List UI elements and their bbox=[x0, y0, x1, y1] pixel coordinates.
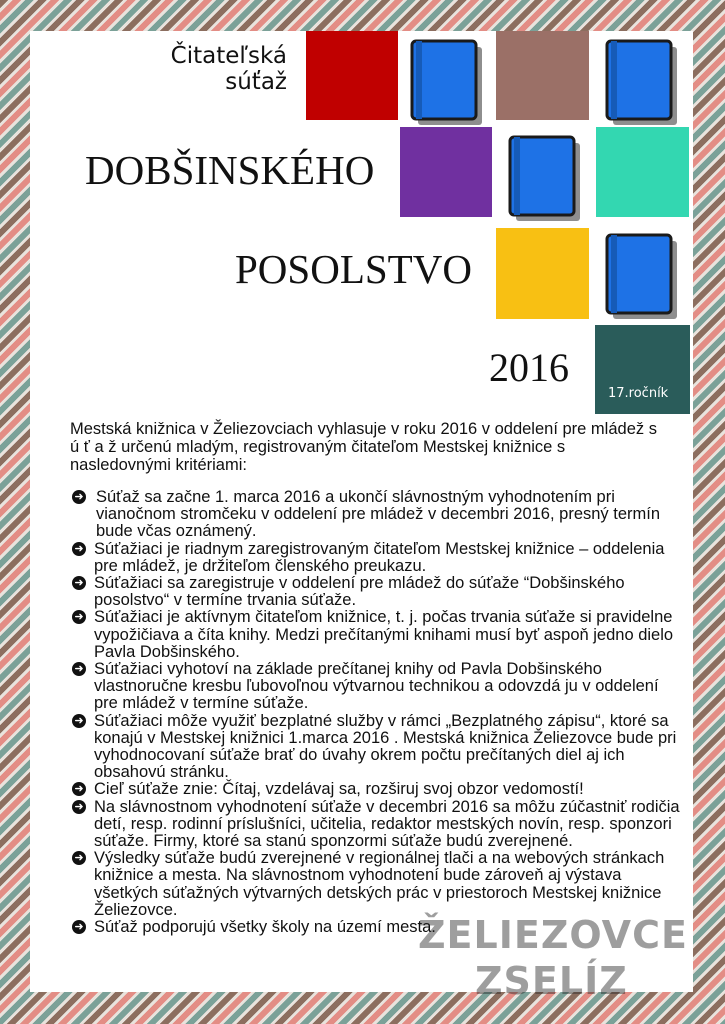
title-line-2: POSOLSTVO bbox=[235, 246, 472, 292]
list-item bbox=[70, 541, 680, 575]
book-icon bbox=[605, 233, 681, 323]
poster-page bbox=[30, 31, 693, 1003]
rules-list bbox=[70, 489, 680, 936]
rule-text: Súťaž podporujú všetky školy na území mesta. bbox=[94, 918, 436, 937]
list-item bbox=[70, 661, 680, 713]
watermark-line-2: ZSELÍZ bbox=[475, 959, 628, 1003]
list-item bbox=[70, 609, 680, 661]
rule-text: Súťažiaci sa zaregistruje v oddelení pre mládež do súťaže “Dobšinského posolstvo“ v termíne trvania súťaže. bbox=[94, 574, 625, 610]
rule-text: Súťažiaci vyhotoví na základe prečítanej knihy od Pavla Dobšinského vlastnoručne kresbu ľubovoľnou výtvarnou technikou a odovzdá ju v oddelení pre mládež v termíne súťaže. bbox=[94, 660, 659, 713]
list-item bbox=[70, 799, 680, 851]
rule-text: Súťažiaci môže využiť bezplatné služby v rámci „Bezplatného zápisu“, ktoré sa konajú v Mestskej knižnici 1.marca 2016 . Mestská knižnica Želiezovce bude pri vyhodnocovaní súťaže brať do úvahy okrem počtu prečítaných diel aj ich obsahovú stránku. bbox=[94, 711, 677, 782]
arrow-bullet-icon: ➜ bbox=[72, 851, 86, 865]
rule-text: Cieľ súťaže znie: Čítaj, vzdelávaj sa, rozširuj svoj obzor vedomostí! bbox=[94, 780, 584, 799]
contest-line-1: Čitateľská bbox=[170, 43, 287, 69]
list-item bbox=[70, 489, 680, 541]
book-icon bbox=[410, 39, 486, 129]
rule-text: Na slávnostnom vyhodnotení súťaže v decembri 2016 sa môžu zúčastniť rodičia detí, resp. rodinní príslušníci, učitelia, redaktor mestských novín, resp. sponzori súťaže. Firmy, ktoré sa stanú sponzormi súťaže budú zverejnené. bbox=[94, 797, 680, 851]
red-tile bbox=[306, 31, 398, 120]
year-label: 2016 bbox=[489, 345, 569, 390]
brown-tile bbox=[496, 31, 589, 120]
intro-paragraph: Mestská knižnica v Želiezovciach vyhlasuje v roku 2016 v oddelení pre mládež s ú ť a ž určenú mladým, registrovaným čitateľom Mestskej knižnice s nasledovnými kritériami: bbox=[70, 420, 657, 474]
arrow-bullet-icon: ➜ bbox=[72, 800, 86, 814]
list-item bbox=[70, 850, 680, 919]
dark-teal-tile bbox=[595, 325, 690, 414]
rule-text: Súťažiaci je riadnym zaregistrovaným čitateľom Mestskej knižnice – oddelenia pre mládež, je držiteľom členského preukazu. bbox=[94, 539, 665, 575]
rule-text: Súťažiaci je aktívnym čitateľom knižnice, t. j. počas trvania súťaže si pravidelne vypožičiava a číta knihy. Medzi prečítanými knihami musí byť aspoň jedno dielo Pavla Dobšinského. bbox=[94, 608, 674, 661]
arrow-bullet-icon: ➜ bbox=[72, 576, 86, 590]
arrow-bullet-icon: ➜ bbox=[72, 662, 86, 676]
list-item bbox=[70, 781, 680, 798]
contest-subtitle bbox=[171, 43, 287, 96]
teal-tile bbox=[596, 127, 689, 217]
yellow-tile bbox=[496, 228, 589, 319]
edition-label: 17.ročník bbox=[608, 386, 669, 401]
arrow-bullet-icon: ➜ bbox=[72, 490, 86, 504]
contest-line-2: súťaž bbox=[225, 69, 287, 96]
title-line-1: DOBŠINSKÉHO bbox=[85, 147, 375, 193]
watermark-line-1: ŽELIEZOVCE bbox=[418, 913, 688, 957]
arrow-bullet-icon: ➜ bbox=[72, 542, 86, 556]
list-item bbox=[70, 713, 680, 782]
rule-text: Súťaž sa začne 1. marca 2016 a ukončí slávnostným vyhodnotením pri vianočnom stromčeku v oddelení pre mládež v decembri 2016, presný termín bude včas oznámený. bbox=[96, 488, 661, 541]
arrow-bullet-icon: ➜ bbox=[72, 782, 86, 796]
arrow-bullet-icon: ➜ bbox=[72, 714, 86, 728]
book-icon bbox=[605, 39, 681, 129]
arrow-bullet-icon: ➜ bbox=[72, 920, 86, 934]
list-item bbox=[70, 575, 680, 609]
rule-text: Výsledky súťaže budú zverejnené v regionálnej tlači a na webových stránkach knižnice a mesta. Na slávnostnom vyhodnotení bude zároveň aj výstava všetkých súťažných výtvarných detských prác v priestoroch Mestskej knižnice Želiezovce. bbox=[94, 849, 665, 919]
arrow-bullet-icon: ➜ bbox=[72, 610, 86, 624]
book-icon bbox=[508, 135, 584, 225]
purple-tile bbox=[400, 127, 492, 217]
